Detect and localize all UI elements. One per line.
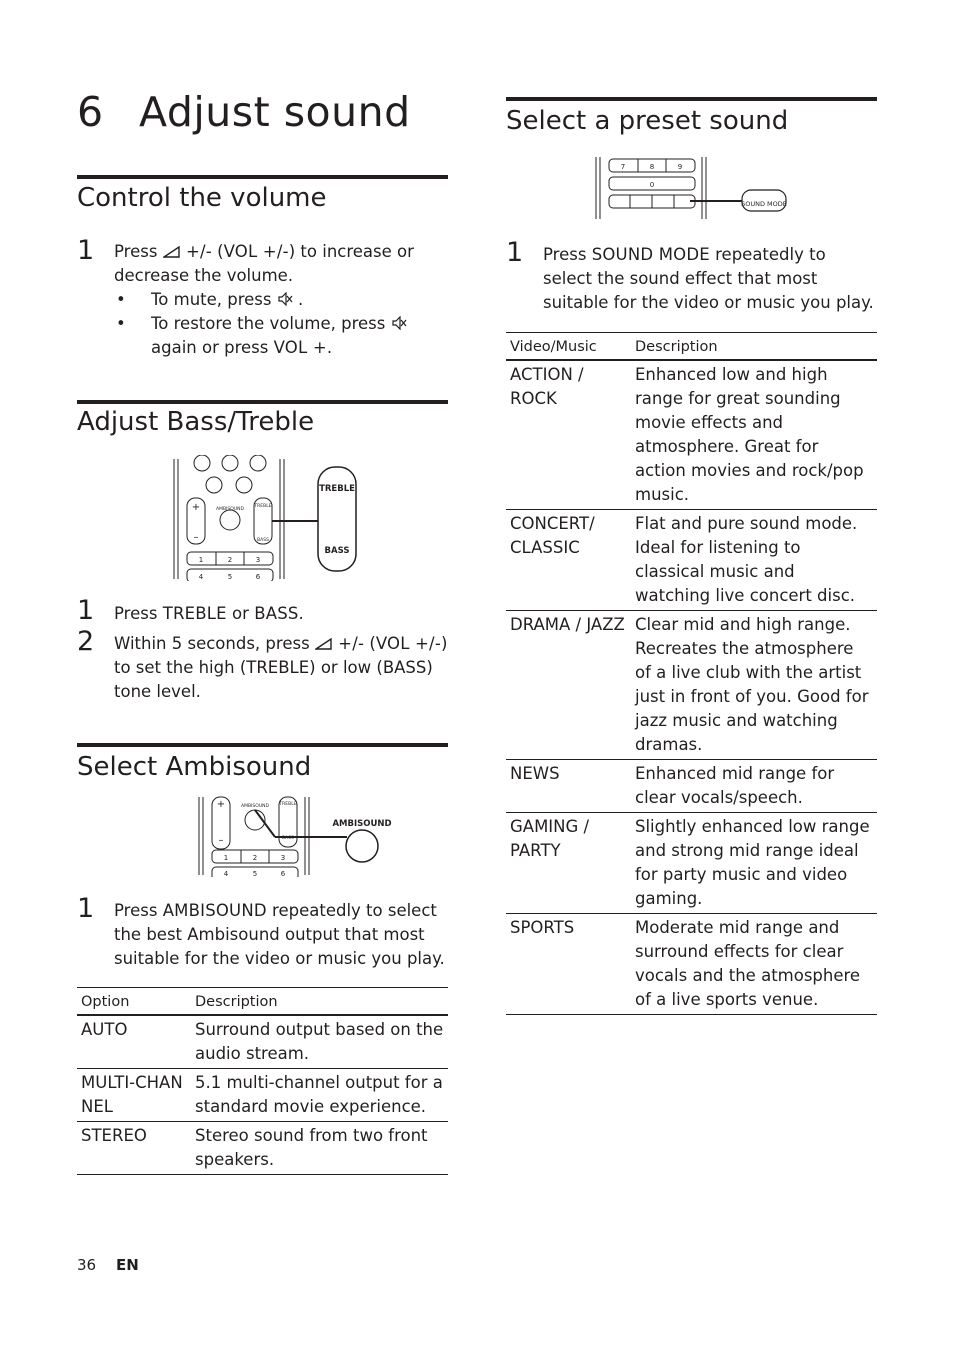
treble-label: TREBLE xyxy=(319,484,355,494)
remote-key: 4 xyxy=(223,870,229,877)
heading-control-volume: Control the volume xyxy=(77,183,327,213)
table-header-row xyxy=(506,333,877,361)
bass-step1-text: Press TREBLE or BASS. xyxy=(114,604,304,623)
table-row xyxy=(77,1015,448,1069)
preset-description: Flat and pure sound mode. Ideal for listening to classical music and watching live concert disc. xyxy=(631,510,877,611)
bullet-dot: • xyxy=(116,314,126,333)
table-header: Option xyxy=(77,988,191,1016)
mute-icon xyxy=(391,314,407,333)
section-rule xyxy=(77,175,448,179)
table-header: Video/Music xyxy=(506,333,631,361)
ambisound-label: AMBISOUND xyxy=(332,819,392,829)
remote-key: 4 xyxy=(198,573,204,581)
preset-description: Moderate mid range and surround effects for clear vocals and the atmosphere of a live sports venue. xyxy=(631,914,877,1015)
chapter-title xyxy=(77,88,411,136)
step-number: 1 xyxy=(77,595,95,626)
svg-text:+: + xyxy=(216,799,226,810)
heading-preset-sound: Select a preset sound xyxy=(506,106,789,136)
option-name: MULTI-CHANNEL xyxy=(77,1069,191,1122)
remote-key: 2 xyxy=(252,854,258,862)
remote-key: 0 xyxy=(649,181,655,189)
table-header: Description xyxy=(631,333,877,361)
volume-icon xyxy=(315,634,338,653)
table-row xyxy=(506,760,877,813)
preset-sound-table xyxy=(506,332,877,1015)
bass-step2-text: Within 5 seconds, press +/- (VOL +/-) to set the high (TREBLE) or low (BASS) tone level. xyxy=(114,634,448,701)
remote-key: 3 xyxy=(255,556,261,564)
step-number: 1 xyxy=(77,893,95,924)
remote-key: 3 xyxy=(280,854,286,862)
remote-bass-treble-illustration xyxy=(172,455,362,581)
preset-step1-text: Press SOUND MODE repeatedly to select the sound effect that most suitable for the video or music you play. xyxy=(543,245,874,312)
table-row xyxy=(506,611,877,760)
preset-name: ACTION / ROCK xyxy=(506,360,631,510)
preset-name: NEWS xyxy=(506,760,631,813)
sound-mode-label: SOUND MODE xyxy=(741,200,787,208)
language-code: EN xyxy=(116,1256,139,1274)
volume-bullet2: To restore the volume, press again or press VOL +. xyxy=(151,312,448,360)
page-number: 36 xyxy=(77,1256,97,1274)
bullet-dot: • xyxy=(116,290,126,309)
preset-description: Enhanced low and high range for great sounding movie effects and atmosphere. Great for action movies and rock/pop music. xyxy=(631,360,877,510)
ambisound-step1-text: Press AMBISOUND repeatedly to select the best Ambisound output that most suitable for the video or music you play. xyxy=(114,901,445,968)
section-rule xyxy=(77,743,448,747)
preset-name: CONCERT/ CLASSIC xyxy=(506,510,631,611)
section-rule xyxy=(506,97,877,101)
table-row xyxy=(506,813,877,914)
preset-description: Clear mid and high range. Recreates the atmosphere of a live club with the artist just in front of you. Good for jazz music and watching dramas. xyxy=(631,611,877,760)
preset-name: GAMING / PARTY xyxy=(506,813,631,914)
svg-text:TREBLE: TREBLE xyxy=(279,802,297,807)
svg-text:+: + xyxy=(191,502,201,513)
remote-key: 2 xyxy=(227,556,233,564)
remote-key: 9 xyxy=(677,163,683,171)
remote-key: 8 xyxy=(649,163,655,171)
bass-label: BASS xyxy=(324,546,350,556)
svg-text:AMBISOUND: AMBISOUND xyxy=(241,804,269,809)
step-number: 1 xyxy=(77,235,95,266)
remote-key: 1 xyxy=(198,556,204,564)
table-row xyxy=(506,360,877,510)
table-row xyxy=(506,510,877,611)
svg-text:–: – xyxy=(218,835,224,846)
volume-bullet1: To mute, press . xyxy=(151,290,304,309)
remote-key: 1 xyxy=(223,854,229,862)
svg-text:BASS: BASS xyxy=(257,538,269,543)
remote-key: 6 xyxy=(255,573,261,581)
remote-key: 7 xyxy=(620,163,626,171)
option-name: AUTO xyxy=(77,1015,191,1069)
svg-text:TREBLE: TREBLE xyxy=(254,504,272,509)
option-description: 5.1 multi-channel output for a standard movie experience. xyxy=(191,1069,448,1122)
step-number: 2 xyxy=(77,626,95,657)
preset-name: DRAMA / JAZZ xyxy=(506,611,631,760)
option-name: STEREO xyxy=(77,1122,191,1175)
svg-text:BASS: BASS xyxy=(282,836,294,841)
remote-sound-mode-illustration xyxy=(594,155,790,221)
preset-name: SPORTS xyxy=(506,914,631,1015)
preset-description: Slightly enhanced low range and strong mid range ideal for party music and video gaming. xyxy=(631,813,877,914)
mute-icon xyxy=(277,290,298,309)
table-row xyxy=(506,914,877,1015)
remote-key: 5 xyxy=(227,573,233,581)
option-description: Stereo sound from two front speakers. xyxy=(191,1122,448,1175)
option-description: Surround output based on the audio stream. xyxy=(191,1015,448,1069)
volume-icon xyxy=(163,242,186,261)
remote-key: 6 xyxy=(280,870,286,877)
step-number: 1 xyxy=(506,237,524,268)
remote-ambisound-illustration xyxy=(197,795,392,877)
heading-select-ambisound: Select Ambisound xyxy=(77,752,312,782)
table-header: Description xyxy=(191,988,448,1016)
svg-text:–: – xyxy=(193,532,199,543)
heading-bass-treble: Adjust Bass/Treble xyxy=(77,407,315,437)
volume-step1-text: Press +/- (VOL +/-) to increase or decrease the volume. xyxy=(114,242,414,285)
section-rule xyxy=(77,400,448,404)
table-row xyxy=(77,1069,448,1122)
chapter-number: 6 xyxy=(77,88,104,136)
remote-key: 5 xyxy=(252,870,258,877)
ambisound-options-table xyxy=(77,987,448,1175)
table-header-row xyxy=(77,988,448,1016)
chapter-title-text: Adjust sound xyxy=(139,88,411,136)
small-ambisound-label: AMBISOUND xyxy=(216,507,244,512)
table-row xyxy=(77,1122,448,1175)
preset-description: Enhanced mid range for clear vocals/speech. xyxy=(631,760,877,813)
